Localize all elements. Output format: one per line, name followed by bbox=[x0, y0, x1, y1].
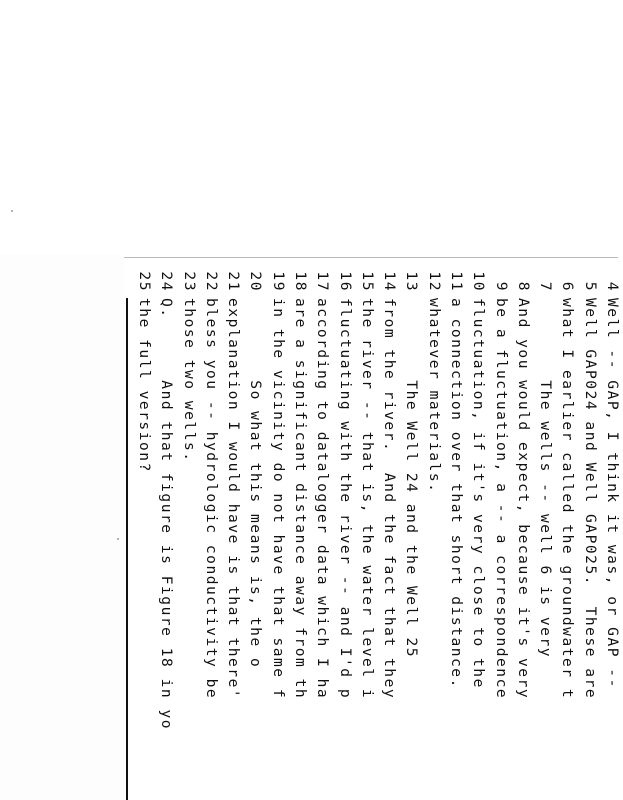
transcript-line bbox=[155, 258, 177, 731]
line-number: 20 bbox=[247, 271, 264, 292]
line-text: And you would expect, because it's very bbox=[515, 298, 532, 700]
line-text: fluctuating with the river -- and I'd p bbox=[337, 298, 354, 700]
line-text: explanation I would have is that there' bbox=[225, 298, 242, 700]
line-text: according to datalogger data which I ha bbox=[314, 298, 331, 700]
line-number-margin-rule bbox=[126, 298, 128, 800]
line-text: The Well 24 and the Well 25 bbox=[403, 298, 420, 659]
transcript-line bbox=[490, 258, 512, 700]
line-number: 7 bbox=[537, 281, 554, 292]
line-number: 4 bbox=[604, 281, 621, 292]
line-text: in the vicinity do not have that same f bbox=[270, 298, 287, 700]
line-text: from the river. And the fact that they bbox=[381, 298, 398, 700]
line-number: 18 bbox=[292, 271, 309, 292]
line-number: 14 bbox=[381, 271, 398, 292]
scan-speck bbox=[11, 210, 13, 212]
line-number: 11 bbox=[448, 271, 465, 292]
transcript-line bbox=[467, 258, 489, 689]
line-text: Well GAP024 and Well GAP025. These are bbox=[582, 298, 599, 700]
line-number: 10 bbox=[470, 271, 487, 292]
transcript-line bbox=[423, 258, 445, 494]
transcript-line bbox=[178, 258, 200, 463]
transcript-line bbox=[579, 258, 601, 700]
scan-margin-area bbox=[0, 255, 124, 800]
line-number: 19 bbox=[270, 271, 287, 292]
line-text: the full version? bbox=[136, 298, 153, 473]
line-text: be a fluctuation, a -- a correspondence bbox=[493, 298, 510, 700]
transcript-line bbox=[267, 258, 289, 700]
line-number: 6 bbox=[559, 281, 576, 292]
line-number: 24 bbox=[158, 271, 175, 292]
transcript-line bbox=[556, 258, 578, 700]
transcript-line bbox=[601, 258, 623, 689]
line-number: 25 bbox=[136, 271, 153, 292]
line-text: are a significant distance away from th bbox=[292, 298, 309, 700]
transcript-line bbox=[222, 258, 244, 700]
line-text: The wells -- well 6 is very bbox=[537, 298, 554, 659]
transcript-line bbox=[534, 258, 556, 659]
transcript-line bbox=[512, 258, 534, 700]
transcript-line bbox=[311, 258, 333, 700]
transcript-line bbox=[334, 258, 356, 700]
line-number: 5 bbox=[582, 281, 599, 292]
line-text: the river -- that is, the water level i bbox=[359, 298, 376, 700]
transcript-line bbox=[244, 258, 266, 669]
line-text: Q. And that figure is Figure 18 in yo bbox=[158, 298, 175, 731]
line-text: whatever materials. bbox=[426, 298, 443, 494]
line-text: Well -- GAP, I think it was, or GAP -- bbox=[604, 298, 621, 689]
line-text: what I earlier called the groundwater t bbox=[559, 298, 576, 700]
line-number: 15 bbox=[359, 271, 376, 292]
line-number: 12 bbox=[426, 271, 443, 292]
transcript-line bbox=[200, 258, 222, 700]
line-number: 22 bbox=[203, 271, 220, 292]
transcript-line bbox=[378, 258, 400, 700]
line-number: 21 bbox=[225, 271, 242, 292]
line-text: those two wells. bbox=[181, 298, 198, 463]
line-number: 23 bbox=[181, 271, 198, 292]
transcript-line bbox=[356, 258, 378, 700]
line-text: So what this means is, the o bbox=[247, 298, 264, 669]
transcript-line bbox=[289, 258, 311, 700]
line-number: 13 bbox=[403, 271, 420, 292]
scan-speck bbox=[117, 538, 119, 540]
line-number: 9 bbox=[493, 281, 510, 292]
transcript-line bbox=[400, 258, 422, 659]
line-text: bless you -- hydrologic conductivity be bbox=[203, 298, 220, 700]
line-text: a connection over that short distance. bbox=[448, 298, 465, 689]
line-number: 8 bbox=[515, 281, 532, 292]
line-text: fluctuation, if it's very close to the bbox=[470, 298, 487, 689]
transcript-line bbox=[133, 258, 155, 473]
transcript-line bbox=[445, 258, 467, 689]
line-number: 16 bbox=[337, 271, 354, 292]
line-number: 17 bbox=[314, 271, 331, 292]
